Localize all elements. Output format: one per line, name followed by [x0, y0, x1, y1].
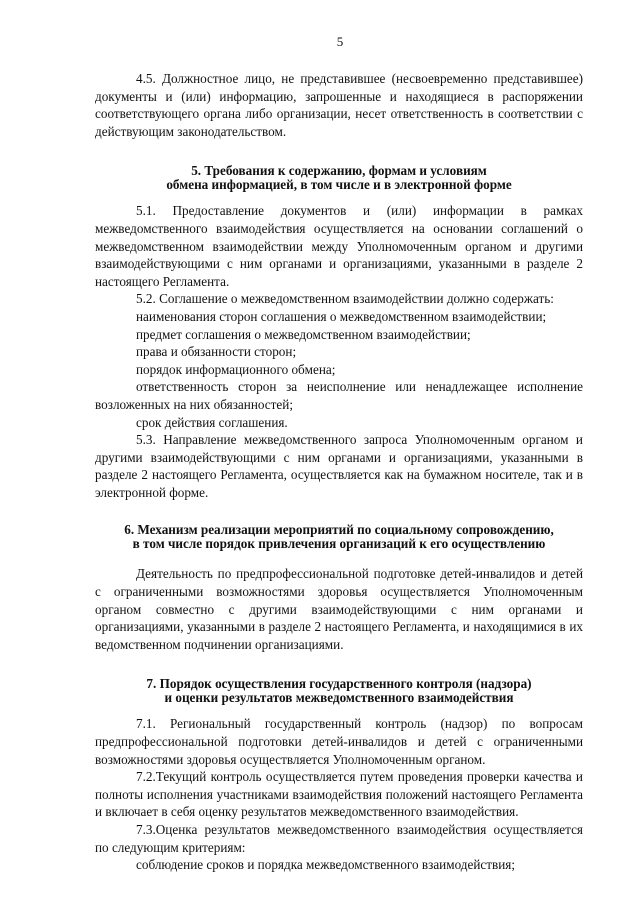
agreement-list-item: предмет соглашения о межведомственном взаимодействии; [136, 326, 471, 342]
paragraph-6-1: Деятельность по предпрофессиональной подготовке детей-инвалидов и детей с ограниченными возможностями здоровья осуществляется Уполномоченным органом совместно с другими взаимодействующими с ним органами и организациями, указанными в разделе 2 настоящего Регламента, и находящимися в их ведомственном подчинении организациями. [95, 566, 583, 652]
section-6-heading-line-2: в том числе порядок привлечения организаций к его осуществлению [132, 536, 546, 552]
paragraph-5-3: 5.3. Направление межведомственного запроса Уполномоченным органом и другими взаимодействующими с ним органами и организациями, указанными в разделе 2 настоящего Регламента, осуществляется как на бумажном носителе, так и в электронной форме. [95, 432, 583, 500]
paragraph-7-3: 7.3.Оценка результатов межведомственного взаимодействия осуществляется по следующим критериям: [95, 822, 583, 855]
paragraph-7-2: 7.2.Текущий контроль осуществляется путем проведения проверки качества и полноты исполнения участниками взаимодействия положений настоящего Регламента и включает в себя оценку результатов межведомственного взаимодействия. [95, 769, 583, 820]
section-5-heading [95, 164, 583, 192]
agreement-list-item: ответственность сторон за неисполнение или ненадлежащее исполнение возложенных на них обязанностей; [95, 379, 583, 412]
agreement-list-item: наименования сторон соглашения о межведомственном взаимодействии; [136, 308, 547, 324]
paragraph-5-1: 5.1. Предоставление документов и (или) информации в рамках межведомственного взаимодействия осуществляется на основании соглашений о межведомственном взаимодействии между Уполномоченным органом и другими взаимодействующими с ним органами и организациями, указанными в разделе 2 настоящего Регламента. [95, 203, 583, 289]
agreement-list-item: права и обязанности сторон; [136, 344, 297, 360]
agreement-list-item: срок действия соглашения. [136, 414, 288, 430]
section-7-heading-line-2: и оценки результатов межведомственного взаимодействия [164, 690, 514, 706]
paragraph-7-1: 7.1. Региональный государственный контроль (надзор) по вопросам предпрофессиональной подготовки детей-инвалидов и детей с ограниченными возможностями здоровья осуществляется Уполномоченным органом. [95, 716, 583, 767]
agreement-list-item: порядок информационного обмена; [136, 361, 336, 377]
section-6-heading-line-1: 6. Механизм реализации мероприятий по социальному сопровождению, [124, 522, 554, 538]
section-5-heading-line-2: обмена информацией, в том числе и в электронной форме [166, 177, 512, 193]
page-number: 5 [336, 34, 344, 49]
section-6-body [95, 565, 583, 653]
paragraph-4-5: 4.5. Должностное лицо, не представившее (несвоевременно представившее) документы и (или) информацию, запрошенные и находящиеся в распоряжении соответствующего органа либо организации, несет ответственность в соответствии с действующим законодательством. [95, 71, 583, 139]
document-body [95, 70, 583, 874]
section-7-heading [95, 677, 583, 705]
section-5-heading-line-1: 5. Требования к содержанию, формам и условиям [191, 163, 487, 179]
paragraph-5-2: 5.2. Соглашение о межведомственном взаимодействии должно содержать: [136, 291, 554, 307]
section-6-heading [95, 523, 583, 551]
section-7-heading-line-1: 7. Порядок осуществления государственного контроля (надзора) [146, 676, 532, 692]
criteria-list-item: соблюдение сроков и порядка межведомственного взаимодействия; [136, 857, 516, 873]
